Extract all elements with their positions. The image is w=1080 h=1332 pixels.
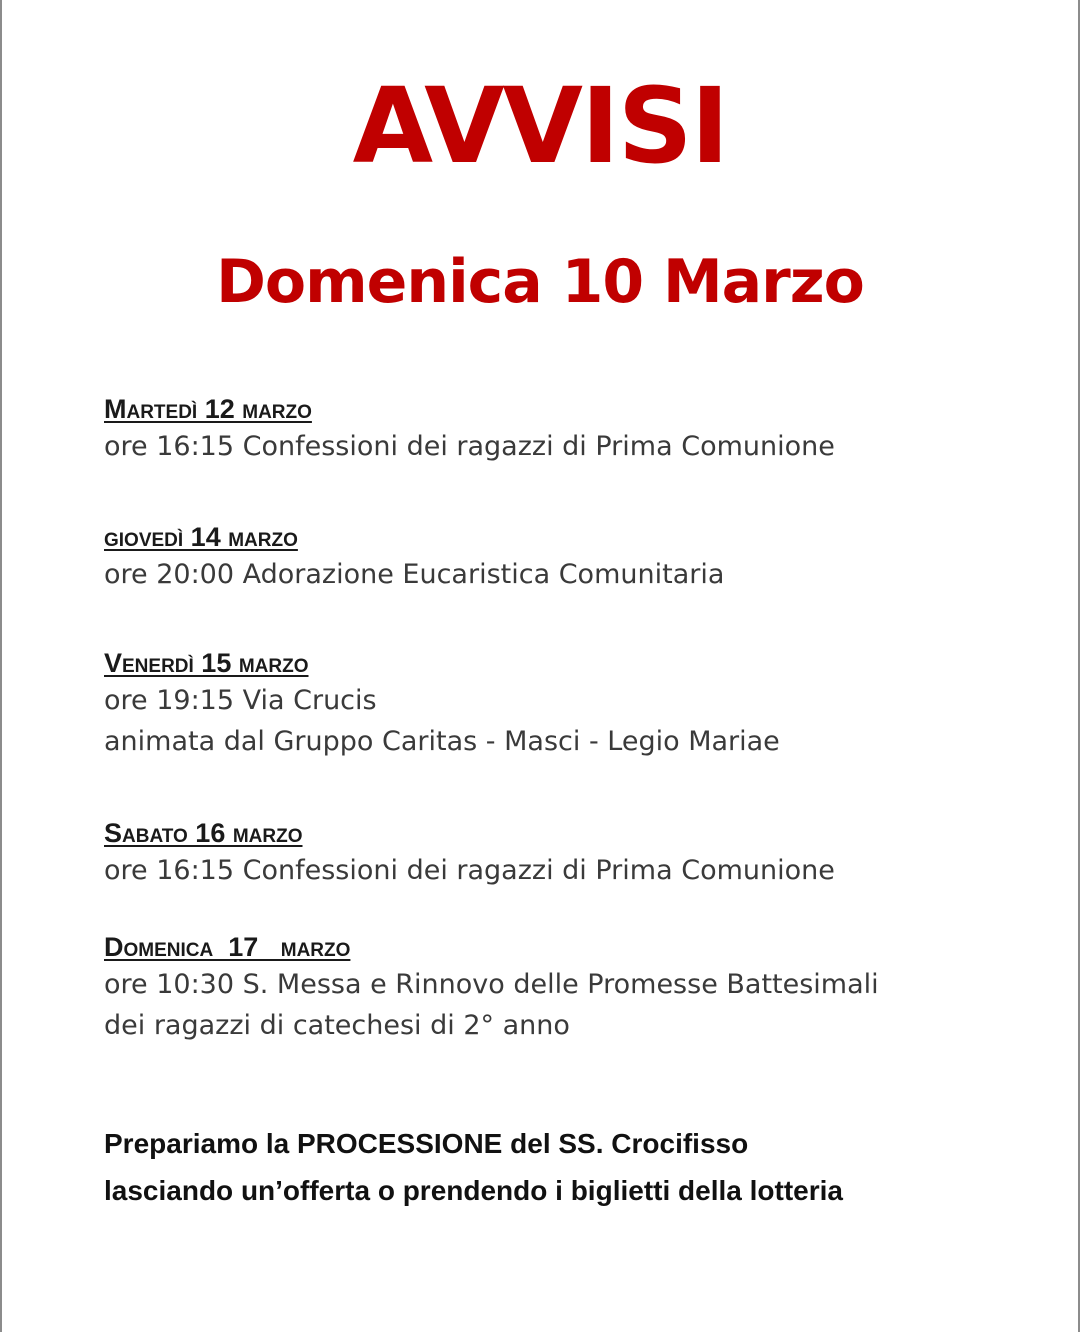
event-detail-line: dei ragazzi di catechesi di 2° anno [104,1010,570,1041]
notice-title: AVVISI [352,65,728,187]
event-block-venerdi [104,646,1024,762]
event-detail-line: ore 10:30 S. Messa e Rinnovo delle Promesse Battesimali [104,969,879,1000]
event-detail-line: animata dal Gruppo Caritas - Masci - Legio Mariae [104,726,780,757]
event-detail-line: ore 16:15 Confessioni dei ragazzi di Prima Comunione [104,855,835,886]
event-block-martedi [104,392,1024,467]
event-heading: Domenica 17 marzo [104,932,351,962]
event-detail-line: ore 20:00 Adorazione Eucaristica Comunitaria [104,559,725,590]
event-heading: Venerdì 15 marzo [104,648,309,678]
notice-date-subtitle: Domenica 10 Marzo [216,247,864,317]
procession-appeal [104,1120,1044,1214]
event-block-giovedi [104,520,1024,595]
event-heading: Sabato 16 marzo [104,818,303,848]
event-block-sabato [104,816,1024,891]
appeal-line: lasciando un’offerta o prendendo i biglietti della lotteria [104,1175,843,1206]
event-heading: giovedì 14 marzo [104,522,298,552]
event-heading: Martedì 12 marzo [104,394,312,424]
appeal-line: Prepariamo la PROCESSIONE del SS. Crocifisso [104,1128,749,1159]
page-border-left [0,0,2,1332]
event-detail-line: ore 19:15 Via Crucis [104,685,377,716]
event-block-domenica [104,930,1024,1046]
event-detail-line: ore 16:15 Confessioni dei ragazzi di Prima Comunione [104,431,835,462]
